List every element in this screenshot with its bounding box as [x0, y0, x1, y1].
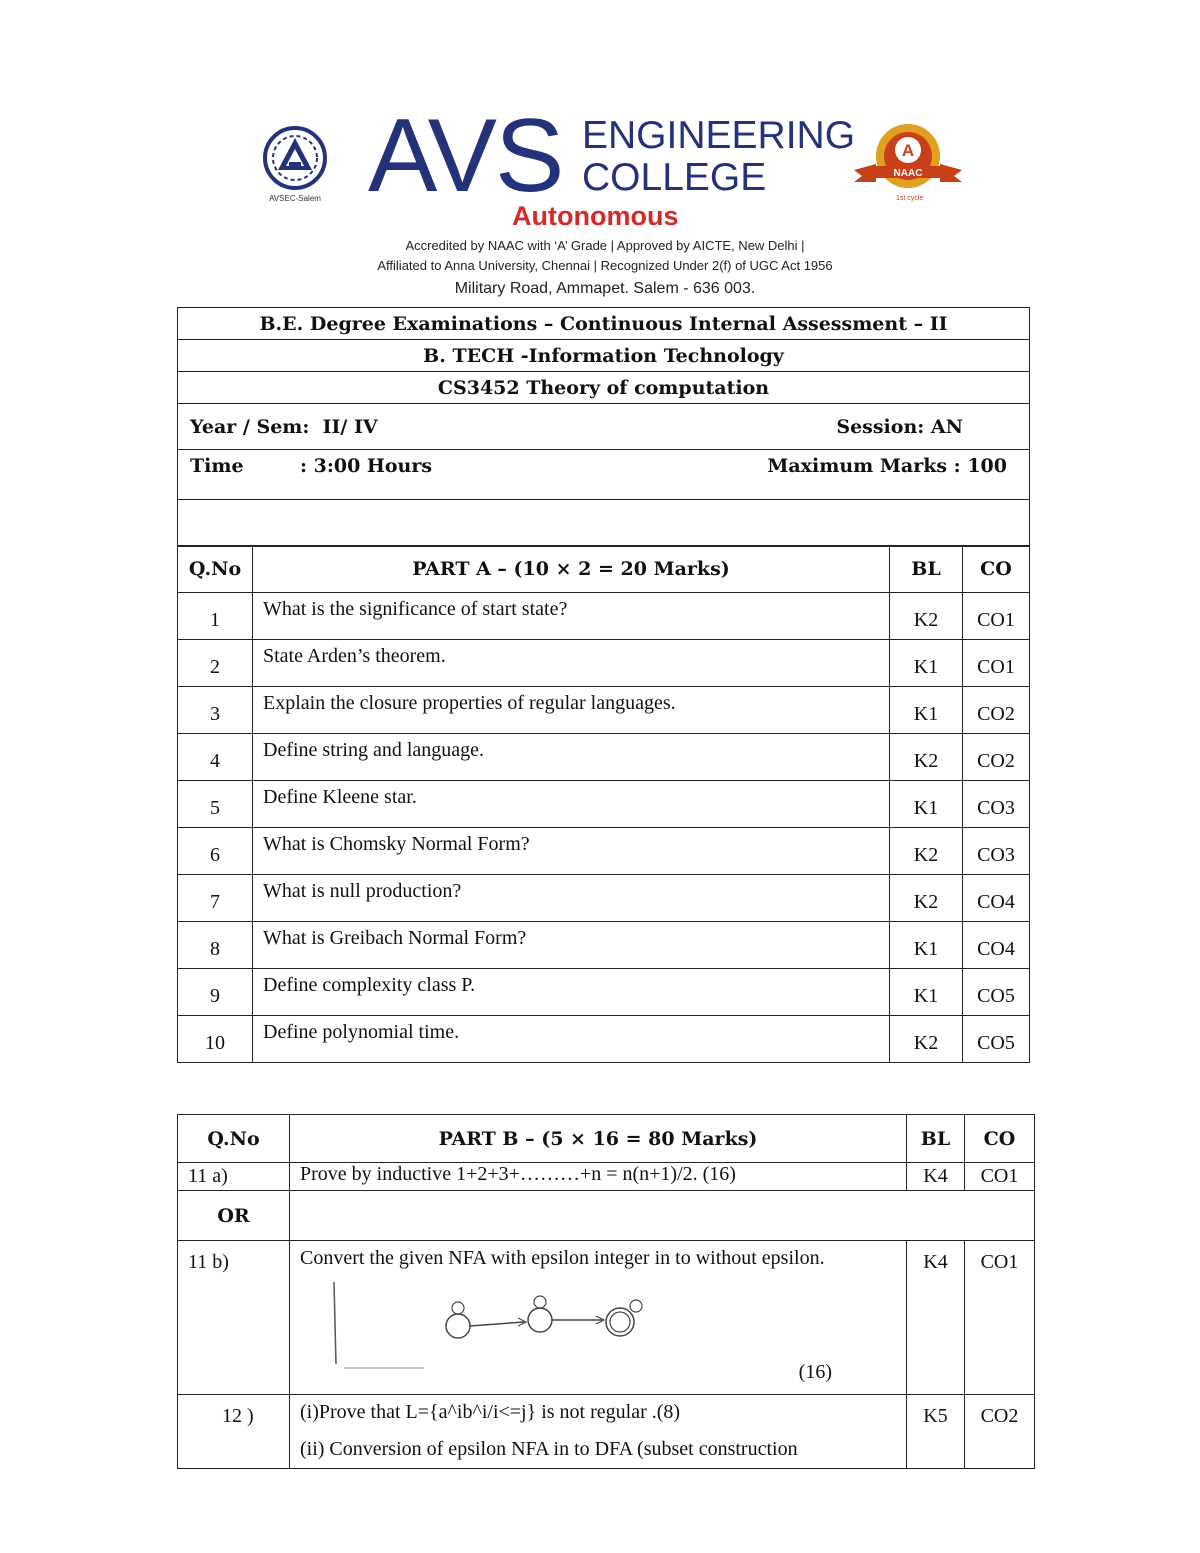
- course-outcome: CO1: [963, 640, 1030, 687]
- q11a-question: Prove by inductive 1+2+3+………+n = n(n+1)/2. (16): [290, 1163, 907, 1191]
- bloom-level: K2: [890, 1016, 963, 1063]
- max-marks: [767, 455, 1017, 477]
- bloom-level: K2: [890, 734, 963, 781]
- course-outcome: CO4: [963, 875, 1030, 922]
- question-text: Explain the closure properties of regular languages.: [253, 687, 890, 734]
- time: [190, 455, 432, 477]
- naac-grade: A: [901, 141, 915, 160]
- bloom-level: K1: [890, 640, 963, 687]
- q12-cell: [290, 1395, 907, 1469]
- question-number: 6: [178, 828, 253, 875]
- table-row: [178, 969, 1030, 1016]
- q11b-marks: (16): [798, 1361, 832, 1383]
- empty-row: [178, 500, 1030, 547]
- year-sem: [190, 416, 378, 438]
- question-number: 7: [178, 875, 253, 922]
- question-text: What is Greibach Normal Form?: [253, 922, 890, 969]
- bloom-level: K1: [890, 969, 963, 1016]
- q11b-bl: K4: [907, 1241, 965, 1395]
- naac-seal-icon: [852, 120, 964, 206]
- college-header: [0, 0, 1200, 305]
- q11b-question: Convert the given NFA with epsilon integer in to without epsilon.: [300, 1247, 825, 1269]
- naac-cycle-caption: 1st cycle: [896, 195, 924, 202]
- question-text: What is the significance of start state?: [253, 593, 890, 640]
- q11b-cell: [290, 1241, 907, 1395]
- question-text: State Arden’s theorem.: [253, 640, 890, 687]
- time-label: Time: [190, 455, 244, 477]
- time-marks-row: [178, 450, 1030, 500]
- exam-title: B.E. Degree Examinations – Continuous Internal Assessment – II: [178, 308, 1030, 340]
- question-number: 5: [178, 781, 253, 828]
- course-outcome: CO4: [963, 922, 1030, 969]
- part-b-title-header: PART B – (5 × 16 = 80 Marks): [290, 1115, 907, 1163]
- bloom-level: K2: [890, 828, 963, 875]
- year-session-row: [178, 404, 1030, 450]
- time-value: : 3:00 Hours: [300, 455, 433, 477]
- logo-college-text: COLLEGE: [582, 156, 767, 199]
- part-a-qno-header: Q.No: [178, 546, 253, 593]
- q12-line-2: (ii) Conversion of epsilon NFA in to DFA (subset construction: [300, 1438, 798, 1460]
- program-name: B. TECH -Information Technology: [178, 340, 1030, 372]
- q11a-bl: K4: [907, 1163, 965, 1191]
- q12-number: 12 ): [178, 1395, 290, 1469]
- max-marks-value: 100: [967, 455, 1007, 477]
- q12-line-1: (i)Prove that L={a^ib^i/i<=j} is not regular .(8): [300, 1401, 681, 1423]
- course-outcome: CO5: [963, 969, 1030, 1016]
- part-a-bl-header: BL: [890, 546, 963, 593]
- emblem-caption: AVSEC-Salem: [269, 194, 321, 203]
- table-row: [178, 640, 1030, 687]
- year-sem-label: Year / Sem:: [190, 415, 310, 438]
- college-address: Military Road, Ammapet. Salem - 636 003.: [454, 280, 756, 297]
- part-a-table: [177, 545, 1030, 1063]
- q12-bl: K5: [907, 1395, 965, 1469]
- question-text: Define complexity class P.: [253, 969, 890, 1016]
- part-b-qno-header: Q.No: [178, 1115, 290, 1163]
- table-row: [178, 828, 1030, 875]
- part-b-table: [177, 1114, 1035, 1469]
- part-a-title-header: PART A – (10 × 2 = 20 Marks): [253, 546, 890, 593]
- bloom-level: K1: [890, 781, 963, 828]
- accreditation-line-2: Affiliated to Anna University, Chennai | Recognized Under 2(f) of UGC Act 1956: [377, 258, 833, 273]
- naac-label: NAAC: [893, 168, 923, 179]
- table-row: [178, 593, 1030, 640]
- table-row: [178, 1163, 1035, 1191]
- exam-info-table: [177, 307, 1030, 547]
- q12-co: CO2: [965, 1395, 1035, 1469]
- question-number: 3: [178, 687, 253, 734]
- course-outcome: CO3: [963, 828, 1030, 875]
- table-row: [178, 781, 1030, 828]
- or-empty-cell: [290, 1191, 1035, 1241]
- question-number: 9: [178, 969, 253, 1016]
- or-label: OR: [178, 1191, 290, 1241]
- q11a-co: CO1: [965, 1163, 1035, 1191]
- table-row: [178, 1191, 1035, 1241]
- bloom-level: K2: [890, 593, 963, 640]
- accreditation-line-1: Accredited by NAAC with ‘A’ Grade | Approved by AICTE, New Delhi |: [405, 238, 805, 253]
- nfa-diagram-area: [300, 1270, 896, 1383]
- table-row: [178, 687, 1030, 734]
- bloom-level: K2: [890, 875, 963, 922]
- question-text: Define Kleene star.: [253, 781, 890, 828]
- course-outcome: CO1: [963, 593, 1030, 640]
- table-row: [178, 734, 1030, 781]
- course-outcome: CO2: [963, 734, 1030, 781]
- question-text: What is null production?: [253, 875, 890, 922]
- max-marks-label: Maximum Marks :: [767, 455, 961, 477]
- part-a-co-header: CO: [963, 546, 1030, 593]
- q11b-co: CO1: [965, 1241, 1035, 1395]
- question-number: 4: [178, 734, 253, 781]
- course-outcome: CO5: [963, 1016, 1030, 1063]
- question-text: Define string and language.: [253, 734, 890, 781]
- session-value: AN: [930, 415, 963, 438]
- session: [836, 416, 1017, 438]
- part-b-bl-header: BL: [907, 1115, 965, 1163]
- question-text: What is Chomsky Normal Form?: [253, 828, 890, 875]
- table-row: [178, 875, 1030, 922]
- part-b-co-header: CO: [965, 1115, 1035, 1163]
- nfa-diagram-icon: [314, 1274, 674, 1374]
- q11a-number: 11 a): [178, 1163, 290, 1191]
- table-row: [178, 1016, 1030, 1063]
- logo-engineering-text: ENGINEERING: [582, 114, 856, 157]
- logo-avs-text: AVS: [368, 98, 563, 214]
- college-emblem-icon: [256, 122, 334, 208]
- course-title: CS3452 Theory of computation: [178, 372, 1030, 404]
- question-number: 1: [178, 593, 253, 640]
- autonomous-label: Autonomous: [512, 201, 679, 231]
- question-number: 10: [178, 1016, 253, 1063]
- bloom-level: K1: [890, 687, 963, 734]
- q11b-number: 11 b): [178, 1241, 290, 1395]
- session-label: Session:: [836, 415, 925, 438]
- question-number: 8: [178, 922, 253, 969]
- table-row: [178, 1395, 1035, 1469]
- table-row: [178, 1241, 1035, 1395]
- part-a-rows: [178, 593, 1030, 1063]
- year-sem-value: II/ IV: [322, 415, 378, 438]
- course-outcome: CO2: [963, 687, 1030, 734]
- table-row: [178, 922, 1030, 969]
- question-text: Define polynomial time.: [253, 1016, 890, 1063]
- question-number: 2: [178, 640, 253, 687]
- course-outcome: CO3: [963, 781, 1030, 828]
- bloom-level: K1: [890, 922, 963, 969]
